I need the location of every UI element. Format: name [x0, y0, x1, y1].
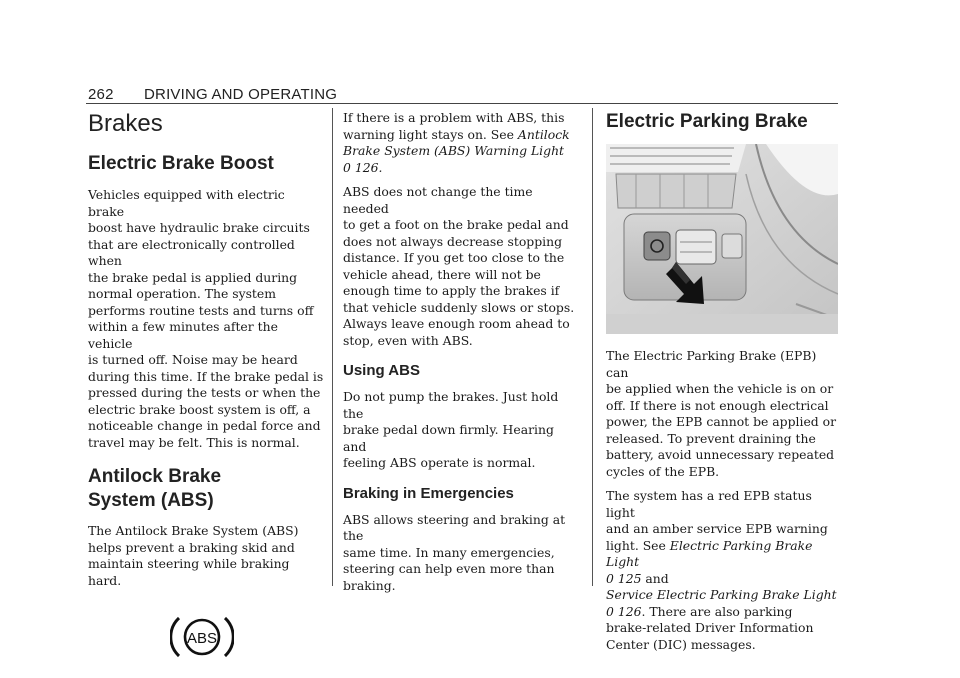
paragraph-abs-time [343, 184, 579, 349]
text-line: that vehicle suddenly slows or stops. [343, 299, 575, 315]
text-line: same time. In many emergencies, [343, 544, 555, 560]
text-line: power, the EPB cannot be applied or [606, 414, 837, 429]
text-line: be applied when the vehicle is on or [606, 381, 834, 396]
text-line: feeling ABS operate is normal. [343, 455, 536, 470]
text-line: released. To prevent draining the [606, 430, 816, 446]
text-line: brake-related Driver Information [606, 620, 814, 635]
text-line: The Antilock Brake System (ABS) [88, 523, 299, 538]
column-2 [343, 110, 579, 594]
text-span: . There are also parking [641, 603, 793, 619]
text-line: electric brake boost system is off, a [88, 401, 311, 417]
text-line: distance. If you get too close to the [343, 250, 565, 265]
text-line: normal operation. The system [88, 286, 276, 301]
text-line: vehicle ahead, there will not be [343, 266, 541, 282]
text-line: travel may be felt. This is normal. [88, 434, 300, 450]
text-line: within a few minutes after the vehicle [88, 319, 278, 351]
heading-antilock-brake-system [88, 465, 324, 513]
text-line: brake pedal down firmly. Hearing and [343, 422, 554, 454]
text-line: stop, even with ABS. [343, 332, 473, 348]
text-line: does not always decrease stopping [343, 233, 563, 249]
text-line: enough time to apply the brakes if [343, 283, 560, 298]
heading-electric-parking-brake: Electric Parking Brake [606, 111, 808, 132]
paragraph-abs-problem [343, 110, 579, 176]
section-title: DRIVING AND OPERATING [144, 86, 338, 103]
heading-braking-emergencies: Braking in Emergencies [343, 484, 514, 502]
text-line: maintain steering while braking hard. [88, 556, 290, 588]
page-ref-125[interactable]: 0 125 [606, 570, 642, 586]
text-span: warning light stays on. See [343, 126, 518, 142]
text-line: to get a foot on the brake pedal and [343, 217, 569, 232]
text-line: battery, avoid unnecessary repeated [606, 447, 835, 462]
abs-warning-light-icon [170, 613, 234, 661]
text-line: If there is a problem with ABS, this [343, 110, 565, 125]
text-line: the brake pedal is applied during [88, 269, 298, 285]
text-line: and an amber service EPB warning [606, 521, 828, 536]
text-line: braking. [343, 577, 396, 593]
abs-icon-label: ABS [186, 630, 218, 647]
page-ref-126[interactable]: 0 126. [343, 159, 383, 175]
paragraph-epb-intro [606, 348, 840, 480]
chapter-heading-brakes: Brakes [88, 110, 163, 137]
text-line: cycles of the EPB. [606, 463, 720, 479]
text-line: that are electronically controlled when [88, 236, 295, 268]
text-line [606, 538, 840, 571]
text-line: Always leave enough room ahead to [343, 316, 570, 331]
text-line [606, 604, 840, 621]
paragraph-epb-lights [606, 488, 840, 653]
text-line: ABS allows steering and braking at the [343, 511, 566, 543]
text-line: noticeable change in pedal force and [88, 418, 321, 433]
text-line: Vehicles equipped with electric brake [88, 187, 285, 219]
text-line: The system has a red EPB status light [606, 488, 812, 520]
paragraph-emergencies [343, 512, 579, 595]
text-line: pressed during the tests or when the [88, 385, 321, 400]
epb-switch-photo [606, 144, 838, 334]
heading-line: System (ABS) [88, 490, 214, 511]
text-line [343, 127, 579, 144]
link-antilock-warning-light-cont[interactable]: Brake System (ABS) Warning Light [343, 143, 565, 158]
column-divider-2 [592, 108, 593, 586]
text-line: Center (DIC) messages. [606, 636, 756, 652]
text-line: steering can help even more than [343, 561, 555, 576]
text-line: during this time. If the brake pedal is [88, 368, 324, 384]
text-span: light. See [606, 537, 670, 553]
text-line: ABS does not change the time needed [343, 184, 533, 216]
link-antilock-warning-light[interactable]: Antilock [517, 126, 570, 142]
paragraph-brake-boost [88, 187, 324, 451]
column-3 [606, 110, 840, 653]
page-number: 262 [88, 86, 114, 103]
paragraph-abs-intro [88, 523, 324, 589]
column-1 [88, 110, 324, 661]
link-epb-light[interactable]: Electric Parking Brake Light [606, 537, 813, 569]
text-line: Do not pump the brakes. Just hold the [343, 389, 559, 421]
text-line: helps prevent a braking skid and [88, 539, 295, 555]
text-line: boost have hydraulic brake circuits [88, 220, 310, 235]
column-divider-1 [332, 108, 333, 586]
text-line: performs routine tests and turns off [88, 302, 314, 318]
text-line [606, 571, 840, 588]
heading-electric-brake-boost: Electric Brake Boost [88, 153, 274, 174]
text-line: off. If there is not enough electrical [606, 397, 829, 413]
text-span: and [641, 570, 669, 586]
header-rule [86, 103, 838, 104]
text-line: is turned off. Noise may be heard [88, 352, 298, 367]
link-service-epb-light[interactable]: Service Electric Parking Brake Light [606, 587, 837, 602]
heading-line: Antilock Brake [88, 466, 222, 487]
page-ref-126[interactable]: 0 126 [606, 603, 642, 619]
heading-using-abs: Using ABS [343, 362, 420, 379]
paragraph-using-abs [343, 389, 579, 472]
text-line: The Electric Parking Brake (EPB) can [606, 348, 817, 380]
